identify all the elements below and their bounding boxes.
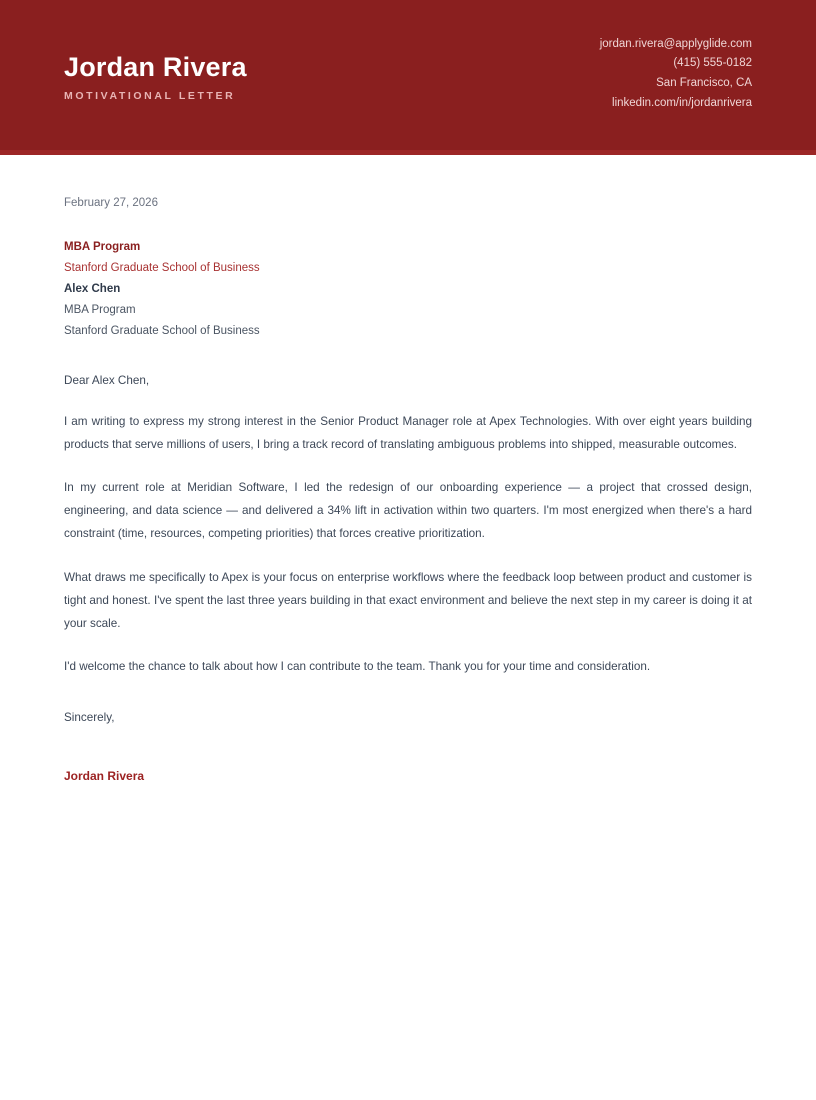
body-paragraph: I am writing to express my strong interest in the Senior Product Manager role at Apex Technologies. With over eight years building products that serve millions of users, I bring a track record of translating ambiguous problems into shipped, measurable outcomes.	[64, 414, 752, 451]
signature-name: Jordan Rivera	[64, 769, 145, 784]
recipient-line: MBA Program	[64, 304, 136, 317]
contact-linkedin[interactable]: linkedin.com/in/jordanrivera	[612, 96, 752, 109]
body-paragraph: What draws me specifically to Apex is your focus on enterprise workflows where the feedback loop between product and customer is tight and honest. I've spent the last three years building in that exact environment and believe the next step in my career is doing it at your scale.	[64, 570, 752, 631]
body-paragraph: I'd welcome the chance to talk about how I can contribute to the team. Thank you for your time and consideration.	[64, 660, 651, 674]
recipient-line: Stanford Graduate School of Business	[64, 325, 260, 338]
letter-date: February 27, 2026	[64, 197, 158, 209]
salutation: Dear Alex Chen,	[64, 374, 150, 388]
letter-body	[0, 195, 816, 785]
document-subtitle: MOTIVATIONAL LETTER	[64, 89, 236, 102]
contact-phone[interactable]: (415) 555-0182	[673, 57, 752, 70]
identity-block	[64, 48, 247, 101]
recipient-line: MBA Program	[64, 241, 141, 254]
contact-location: San Francisco, CA	[656, 77, 752, 89]
closing-line: Sincerely,	[64, 711, 115, 725]
recipient-line: Alex Chen	[64, 283, 121, 296]
candidate-name: Jordan Rivera	[64, 52, 247, 83]
contact-email[interactable]: jordan.rivera@applyglide.com	[599, 37, 752, 50]
recipient-line: Stanford Graduate School of Business	[64, 262, 260, 275]
letter-header	[0, 0, 816, 155]
recipient-address-block	[64, 237, 752, 342]
contact-block	[600, 35, 752, 115]
body-paragraph: In my current role at Meridian Software, I led the redesign of our onboarding experience — a project that crossed design, engineering, and data science — and delivered a 34% lift in activation within two quarters. I'm most energized when there's a hard constraint (time, resources, competing priorities) that forces creative prioritization.	[64, 481, 752, 541]
